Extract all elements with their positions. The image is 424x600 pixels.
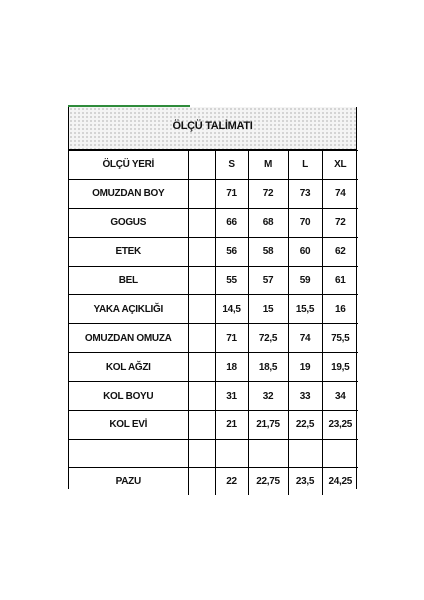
value-xl: 74 [322,179,358,208]
value-l: 74 [288,324,322,353]
column-header-l: L [288,151,322,180]
chart-title: ÖLÇÜ TALİMATI [172,120,253,132]
table-row [69,467,358,495]
value-s: 55 [215,266,248,295]
value-l: 19 [288,353,322,382]
size-chart-sheet [68,107,357,489]
row-label: YAKA AÇIKLIĞI [69,295,188,324]
value-s: 14,5 [215,295,248,324]
table-row [69,237,358,266]
value-l: 73 [288,179,322,208]
row-label: OMUZDAN OMUZA [69,324,188,353]
value-s: 21 [215,411,248,440]
blank-cell [188,237,215,266]
blank-cell [188,266,215,295]
value-m [248,439,288,467]
column-header-blank [188,151,215,180]
value-s [215,439,248,467]
table-row [69,382,358,411]
table-row [69,208,358,237]
value-m: 58 [248,237,288,266]
blank-cell [188,411,215,440]
value-s: 66 [215,208,248,237]
value-s: 71 [215,324,248,353]
value-m: 15 [248,295,288,324]
value-xl: 75,5 [322,324,358,353]
value-m: 72,5 [248,324,288,353]
table-row [69,266,358,295]
row-label: GOGUS [69,208,188,237]
value-s: 22 [215,467,248,495]
blank-cell [188,295,215,324]
value-xl: 16 [322,295,358,324]
column-header-measure: ÖLÇÜ YERİ [69,151,188,180]
value-m: 32 [248,382,288,411]
row-label: KOL AĞZI [69,353,188,382]
value-m: 57 [248,266,288,295]
blank-cell [188,467,215,495]
value-m: 22,75 [248,467,288,495]
row-label: BEL [69,266,188,295]
value-s: 18 [215,353,248,382]
value-l: 70 [288,208,322,237]
row-label: PAZU [69,467,188,495]
row-label [69,439,188,467]
value-xl: 23,25 [322,411,358,440]
chart-header [69,107,356,150]
row-label: KOL EVİ [69,411,188,440]
table-row [69,353,358,382]
row-label: OMUZDAN BOY [69,179,188,208]
blank-cell [188,353,215,382]
blank-cell [188,179,215,208]
value-l: 33 [288,382,322,411]
value-xl [322,439,358,467]
blank-cell [188,208,215,237]
table-header-row [69,151,358,180]
value-s: 71 [215,179,248,208]
table-row [69,295,358,324]
blank-cell [188,382,215,411]
column-header-m: M [248,151,288,180]
value-l: 22,5 [288,411,322,440]
blank-cell [188,324,215,353]
value-s: 56 [215,237,248,266]
value-l: 60 [288,237,322,266]
table-row [69,324,358,353]
value-xl: 72 [322,208,358,237]
column-header-s: S [215,151,248,180]
row-label: KOL BOYU [69,382,188,411]
column-header-xl: XL [322,151,358,180]
value-xl: 19,5 [322,353,358,382]
size-table [69,150,358,495]
blank-cell [188,439,215,467]
value-l: 15,5 [288,295,322,324]
value-m: 72 [248,179,288,208]
row-label: ETEK [69,237,188,266]
value-xl: 34 [322,382,358,411]
value-xl: 62 [322,237,358,266]
value-s: 31 [215,382,248,411]
value-l: 59 [288,266,322,295]
value-l [288,439,322,467]
value-xl: 24,25 [322,467,358,495]
value-m: 18,5 [248,353,288,382]
value-m: 68 [248,208,288,237]
table-row [69,179,358,208]
table-row-empty [69,439,358,467]
table-row [69,411,358,440]
value-xl: 61 [322,266,358,295]
value-m: 21,75 [248,411,288,440]
value-l: 23,5 [288,467,322,495]
